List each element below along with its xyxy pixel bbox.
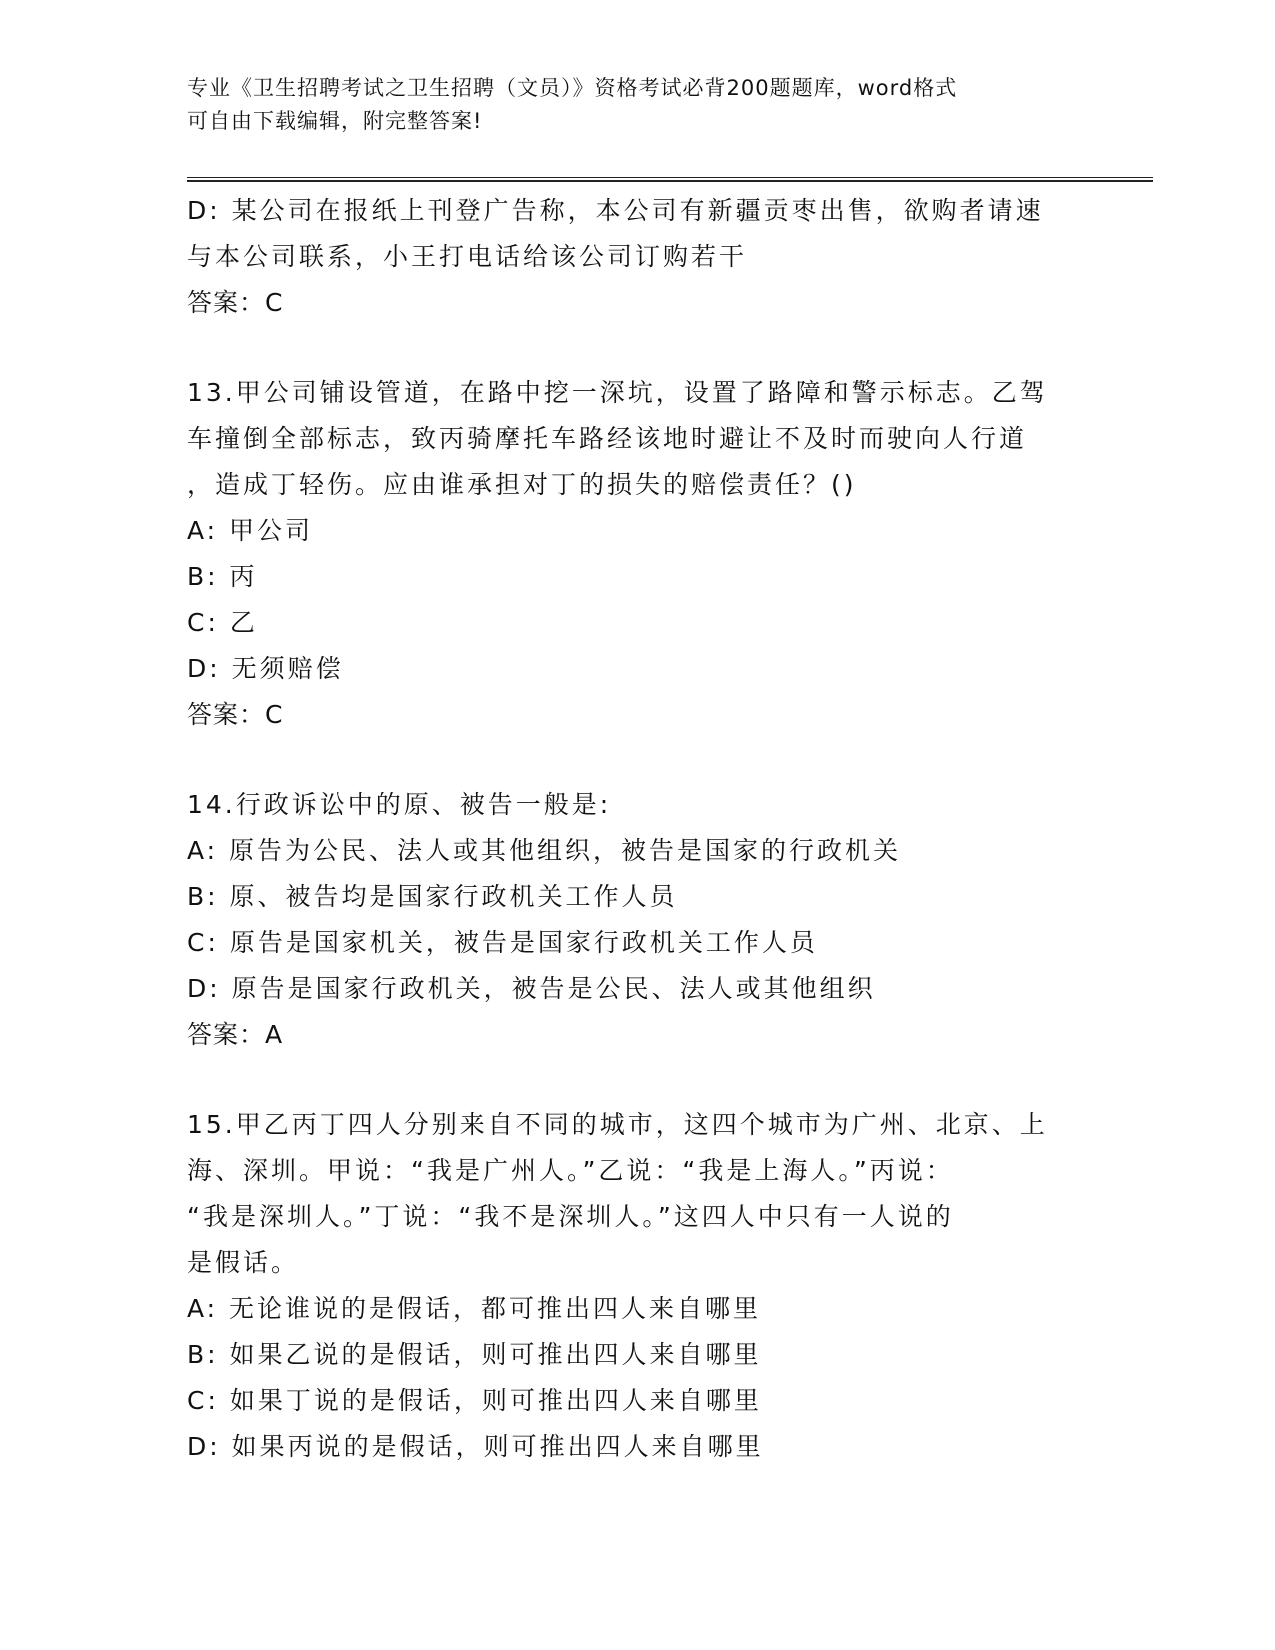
option-d: D: 原告是国家行政机关，被告是公民、法人或其他组织 [187, 974, 876, 1003]
question-spacer [187, 1058, 1087, 1102]
answer-line: 答案：A [187, 1020, 284, 1049]
option-d: D: 某公司在报纸上刊登广告称，本公司有新疆贡枣出售，欲购者请速 [187, 196, 1044, 225]
option-a: A: 甲公司 [187, 516, 314, 545]
question-stem: 15.甲乙丙丁四人分别来自不同的城市，这四个城市为广州、北京、上 [187, 1110, 1048, 1139]
option-d-continued: 与本公司联系，小王打电话给该公司订购若干 [187, 242, 748, 271]
question-stem: 13.甲公司铺设管道，在路中挖一深坑，设置了路障和警示标志。乙驾 [187, 378, 1048, 407]
question-12 [187, 188, 1087, 326]
header-title-line-2: 可自由下载编辑，附完整答案! [187, 109, 483, 133]
question-spacer [187, 326, 1087, 370]
option-c: C: 乙 [187, 608, 258, 637]
option-b: B: 如果乙说的是假话，则可推出四人来自哪里 [187, 1340, 762, 1369]
option-d: D: 如果丙说的是假话，则可推出四人来自哪里 [187, 1432, 764, 1461]
question-stem-continued: 海、深圳。甲说：“我是广州人。”乙说：“我是上海人。”丙说： [187, 1156, 954, 1185]
option-a: A: 原告为公民、法人或其他组织，被告是国家的行政机关 [187, 836, 902, 865]
question-stem: 14.行政诉讼中的原、被告一般是: [187, 790, 612, 819]
question-stem-continued: 车撞倒全部标志，致丙骑摩托车路经该地时避让不及时而驶向人行道 [187, 424, 1028, 453]
header-divider-thin [187, 177, 1153, 178]
question-list [187, 188, 1087, 1470]
option-d: D: 无须赔偿 [187, 654, 344, 683]
header-divider-thick [187, 180, 1153, 182]
option-a: A: 无论谁说的是假话，都可推出四人来自哪里 [187, 1294, 762, 1323]
question-stem-continued: “我是深圳人。”丁说：“我不是深圳人。”这四人中只有一人说的 [187, 1202, 954, 1231]
question-spacer [187, 738, 1087, 782]
option-c: C: 如果丁说的是假话，则可推出四人来自哪里 [187, 1386, 762, 1415]
question-14 [187, 782, 1087, 1058]
answer-line: 答案：C [187, 288, 284, 317]
question-stem-continued: 是假话。 [187, 1248, 300, 1277]
question-13 [187, 370, 1087, 738]
header-title-line-1: 专业《卫生招聘考试之卫生招聘（文员）》资格考试必背200题题库，word格式 [187, 76, 958, 100]
question-stem-continued: ，造成丁轻伤。应由谁承担对丁的损失的赔偿责任？() [187, 470, 857, 499]
option-b: B: 原、被告均是国家行政机关工作人员 [187, 882, 678, 911]
answer-line: 答案：C [187, 700, 284, 729]
option-b: B: 丙 [187, 562, 258, 591]
question-15 [187, 1102, 1087, 1470]
option-c: C: 原告是国家机关，被告是国家行政机关工作人员 [187, 928, 818, 957]
document-header [187, 72, 1087, 138]
